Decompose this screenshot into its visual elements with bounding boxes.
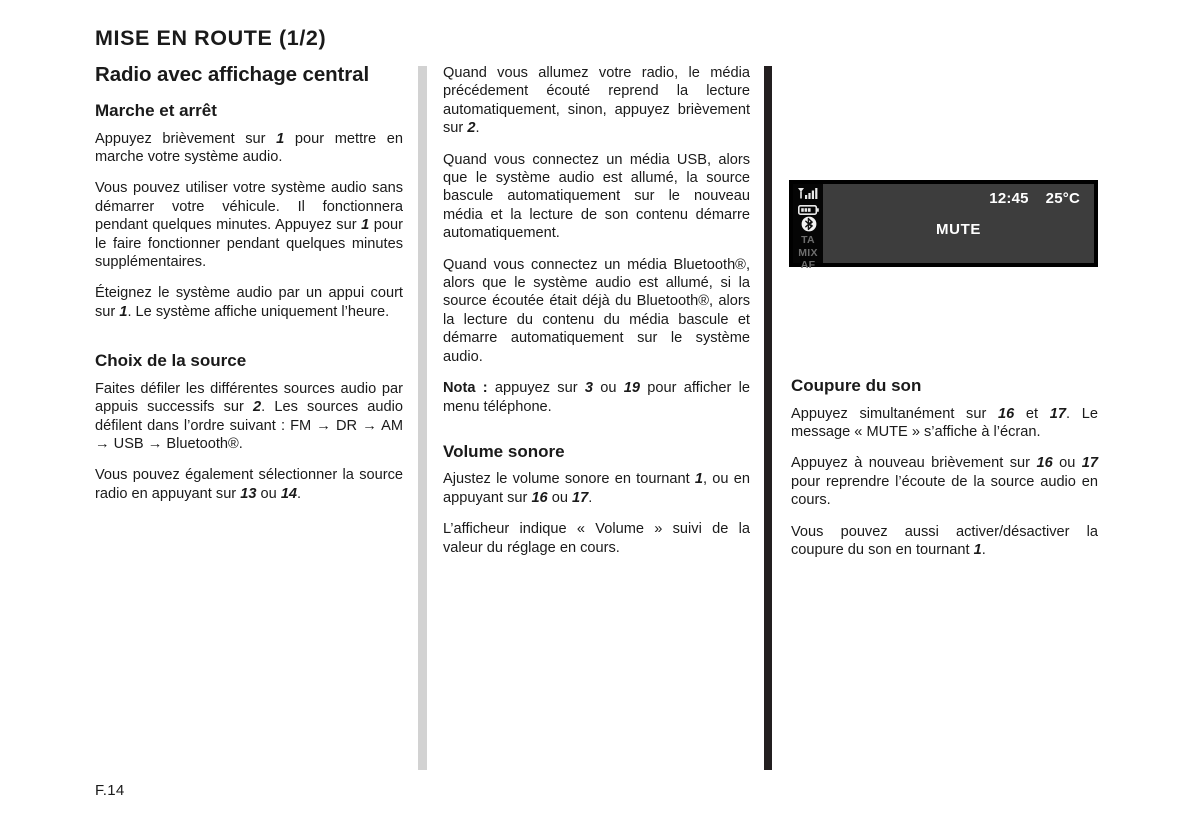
paragraph-use-without-engine	[95, 179, 403, 271]
radio-display-content	[823, 184, 1094, 263]
control-ref: 1	[119, 303, 128, 320]
temperature-readout: 25°C	[1045, 190, 1080, 207]
text-frag: .	[297, 485, 302, 502]
paragraph-bluetooth-connect: Quand vous connectez un média Bluetooth®, alors que le système audio est allumé, si la source écoutée était déjà du Bluetooth®, alors la lecture du contenu du média bascule et démarre automatiquement sur le système audio.	[443, 256, 750, 365]
control-ref: 1	[694, 471, 704, 488]
control-ref: 2	[253, 399, 262, 416]
text-frag: et	[1014, 405, 1050, 422]
text-frag: appuyez sur	[487, 380, 585, 397]
control-ref: 16	[1036, 455, 1053, 472]
note-label: Nota :	[443, 380, 488, 397]
control-ref: 1	[973, 541, 982, 558]
column-two	[443, 64, 750, 557]
control-ref: 13	[240, 485, 257, 502]
section-title-radio: Radio avec affichage central	[95, 63, 370, 86]
control-ref: 17	[572, 489, 589, 506]
text-frag: .	[475, 120, 480, 137]
paragraph-source-order	[95, 380, 403, 454]
control-ref: 1	[276, 130, 285, 147]
text-frag: Appuyez simultanément sur	[791, 405, 999, 422]
paragraph-power-on	[95, 130, 403, 167]
control-ref: 17	[1081, 455, 1098, 472]
control-ref: 14	[280, 485, 298, 502]
rds-label-ta: TA	[801, 234, 815, 246]
control-ref: 16	[531, 489, 548, 506]
rds-label-mix: MIX	[798, 246, 818, 259]
radio-display-screen	[793, 184, 1094, 271]
rds-label-af: AF	[800, 259, 816, 271]
subtitle-volume-sonore: Volume sonore	[443, 441, 565, 461]
text-frag: . Les sources audio défilent dans l’ordre suivant : FM → DR → AM → USB → Bluetooth®.	[95, 399, 403, 452]
subtitle-choix-de-la-source: Choix de la source	[95, 351, 247, 371]
paragraph-note-phone-menu	[443, 379, 750, 416]
subtitle-coupure-du-son: Coupure du son	[791, 376, 922, 395]
column-separator-light	[418, 66, 427, 770]
text-frag: Quand vous allumez votre radio, le média précédement écouté reprend la lecture automatiquement, sinon, appuyez brièvement sur	[443, 65, 750, 137]
paragraph-select-radio-source	[95, 466, 403, 503]
column-one	[95, 64, 403, 503]
radio-display-statusline	[989, 190, 1080, 207]
control-ref: 3	[584, 380, 593, 397]
paragraph-volume-display: L’afficheur indique « Volume » suivi de la valeur du réglage en cours.	[443, 521, 750, 556]
text-frag: ou	[592, 380, 624, 397]
radio-display-illustration	[789, 180, 1098, 271]
page-number: F.14	[95, 782, 125, 799]
control-ref: 2	[467, 120, 476, 137]
column-three	[791, 376, 1098, 559]
paragraph-mute-deactivate	[791, 454, 1098, 509]
radio-display-message: MUTE	[936, 221, 981, 238]
text-frag: Vous pouvez utiliser votre système audio sans démarrer votre véhicule. Il fonctionnera pendant quelques minutes. Appuyez sur	[95, 180, 403, 234]
paragraph-adjust-volume	[443, 470, 750, 507]
control-ref: 19	[623, 380, 641, 397]
signal-icon	[797, 187, 819, 200]
text-frag: pour le faire fonctionner pendant quelques minutes supplémentaires.	[95, 217, 404, 270]
control-ref: 17	[1049, 405, 1067, 422]
column-separator-dark	[764, 66, 772, 770]
battery-icon	[798, 202, 819, 212]
text-frag: .	[588, 489, 593, 506]
paragraph-mute-toggle-knob	[791, 523, 1098, 560]
text-frag: ou	[547, 489, 573, 506]
text-frag: Appuyez brièvement sur	[95, 130, 277, 147]
chapter-title: MISE EN ROUTE (1/2)	[95, 26, 327, 50]
text-frag: Vous pouvez aussi activer/désactiver la coupure du son en tournant	[791, 523, 1098, 558]
paragraph-usb-connect: Quand vous connectez un média USB, alors que le système audio est allumé, la source bascule automatiquement sur le nouveau média et la lecture de son contenu démarre automatiquement.	[443, 151, 750, 242]
text-frag: Appuyez à nouveau brièvement sur	[791, 455, 1037, 472]
paragraph-power-off	[95, 284, 403, 321]
control-ref: 1	[361, 217, 370, 234]
text-frag: Éteignez le système audio par un appui court sur	[95, 285, 403, 320]
radio-status-strip	[793, 184, 823, 271]
text-frag: ou	[256, 485, 281, 502]
clock-readout: 12:45	[989, 190, 1029, 207]
control-ref: 16	[998, 405, 1015, 422]
text-frag: ou	[1052, 455, 1082, 472]
text-frag: Vous pouvez également sélectionner la source radio en appuyant sur	[95, 467, 403, 502]
paragraph-mute-activate	[791, 405, 1098, 442]
text-frag: Ajustez le volume sonore en tournant	[443, 471, 695, 488]
text-frag: . Le message « MUTE » s’affiche à l’écran.	[791, 405, 1099, 440]
subtitle-marche-et-arret: Marche et arrêt	[95, 100, 217, 120]
text-frag: .	[981, 541, 986, 558]
bluetooth-icon	[801, 216, 816, 231]
text-frag: pour reprendre l’écoute de la source audio en cours.	[791, 473, 1098, 509]
text-frag: Faites défiler les différentes sources audio par appuis successifs sur	[95, 380, 403, 416]
paragraph-resume-playback	[443, 64, 750, 138]
text-frag: pour mettre en marche votre système audio.	[95, 130, 403, 165]
text-frag: , ou en appuyant sur	[443, 471, 750, 506]
text-frag: pour afficher le menu téléphone.	[443, 380, 751, 415]
text-frag: . Le système affiche uniquement l’heure.	[127, 303, 390, 320]
